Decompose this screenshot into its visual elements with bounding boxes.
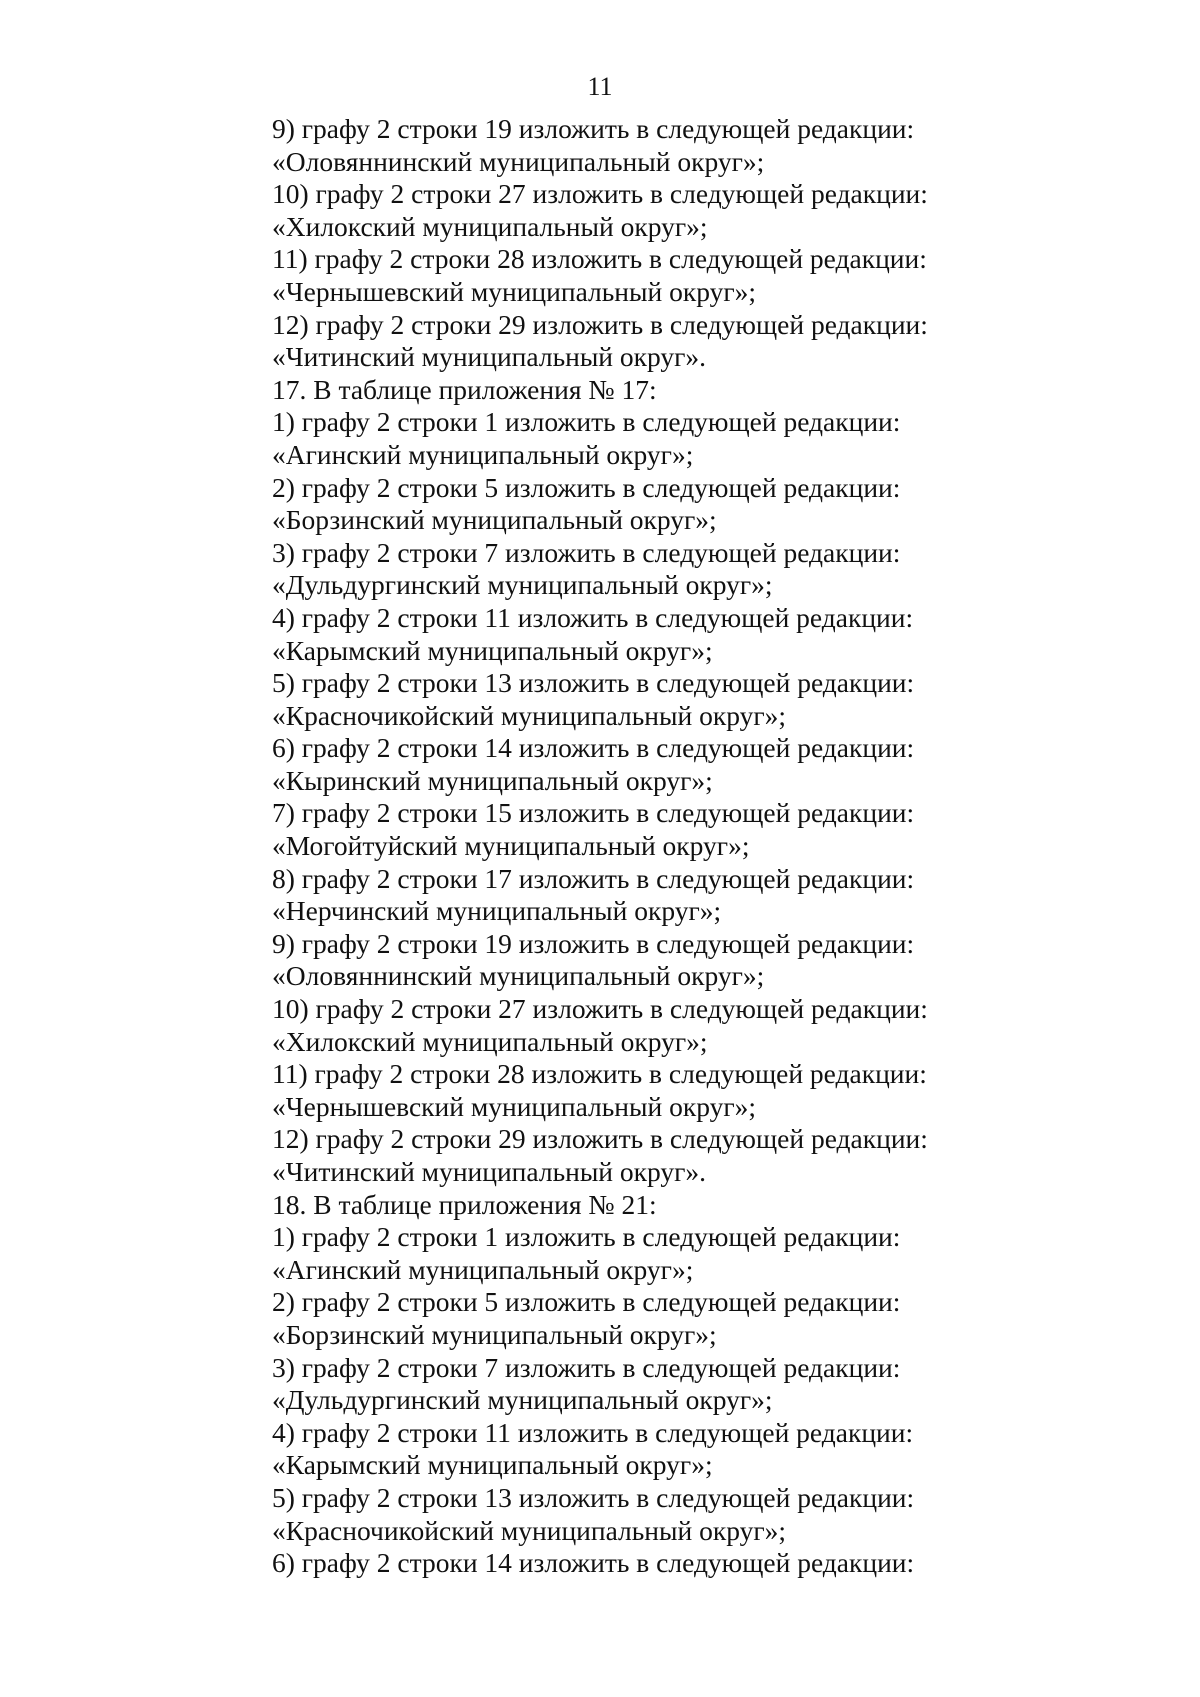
text-line: 1) графу 2 строки 1 изложить в следующей редакции:: [272, 406, 901, 438]
text-line: 11) графу 2 строки 28 изложить в следующей редакции:: [272, 1058, 927, 1090]
text-line: 4) графу 2 строки 11 изложить в следующей редакции:: [272, 601, 914, 633]
text-line: 10) графу 2 строки 27 изложить в следующей редакции:: [272, 993, 928, 1025]
text-line: «Карымский муниципальный округ»;: [272, 634, 713, 666]
page-number: 11: [587, 72, 613, 101]
text-line: «Борзинский муниципальный округ»;: [272, 1318, 717, 1350]
text-line: 2) графу 2 строки 5 изложить в следующей редакции:: [272, 471, 901, 503]
text-line: 3) графу 2 строки 7 изложить в следующей редакции:: [272, 1351, 901, 1383]
text-line: 2) графу 2 строки 5 изложить в следующей редакции:: [272, 1286, 901, 1318]
text-line: «Хилокский муниципальный округ»;: [272, 1025, 708, 1057]
text-line: «Чернышевский муниципальный округ»;: [272, 1090, 757, 1122]
text-line: 10) графу 2 строки 27 изложить в следующей редакции:: [272, 178, 928, 210]
text-line: «Читинский муниципальный округ».: [272, 1156, 707, 1187]
text-line: 17. В таблице приложения № 17:: [272, 373, 657, 405]
text-line: 3) графу 2 строки 7 изложить в следующей редакции:: [272, 536, 901, 568]
text-line: «Дульдургинский муниципальный округ»;: [272, 1384, 773, 1416]
text-line: 9) графу 2 строки 19 изложить в следующей редакции:: [272, 113, 915, 144]
text-line: 8) графу 2 строки 17 изложить в следующей редакции:: [272, 862, 915, 894]
text-line: «Читинский муниципальный округ».: [272, 341, 707, 373]
text-line: «Хилокский муниципальный округ»;: [272, 210, 708, 242]
text-line: «Нерчинский муниципальный округ»;: [272, 895, 722, 927]
text-line: 4) графу 2 строки 11 изложить в следующей редакции:: [272, 1416, 914, 1448]
document-body: [272, 113, 992, 1580]
text-line: «Красночикойский муниципальный округ»;: [272, 1514, 787, 1546]
text-line: «Агинский муниципальный округ»;: [272, 1253, 694, 1285]
text-line: «Кыринский муниципальный округ»;: [272, 764, 713, 796]
text-line: 11) графу 2 строки 28 изложить в следующей редакции:: [272, 243, 927, 275]
text-line: «Борзинский муниципальный округ»;: [272, 504, 717, 536]
text-line: 12) графу 2 строки 29 изложить в следующей редакции:: [272, 1123, 928, 1155]
text-line: 6) графу 2 строки 14 изложить в следующей редакции:: [272, 732, 915, 764]
text-line: 1) графу 2 строки 1 изложить в следующей редакции:: [272, 1221, 901, 1253]
text-line: 18. В таблице приложения № 21:: [272, 1188, 657, 1220]
text-line: 5) графу 2 строки 13 изложить в следующей редакции:: [272, 1481, 915, 1513]
text-line: 9) графу 2 строки 19 изложить в следующей редакции:: [272, 927, 915, 959]
text-line: «Агинский муниципальный округ»;: [272, 438, 694, 470]
text-line: «Оловяннинский муниципальный округ»;: [272, 960, 765, 992]
text-line: «Чернышевский муниципальный округ»;: [272, 275, 757, 307]
text-line: «Могойтуйский муниципальный округ»;: [272, 830, 750, 862]
text-line: 5) графу 2 строки 13 изложить в следующей редакции:: [272, 667, 915, 699]
text-line: «Красночикойский муниципальный округ»;: [272, 699, 787, 731]
text-line: 6) графу 2 строки 14 изложить в следующей редакции:: [272, 1547, 915, 1579]
text-line: «Карымский муниципальный округ»;: [272, 1449, 713, 1481]
text-line: 12) графу 2 строки 29 изложить в следующей редакции:: [272, 308, 928, 340]
text-line: «Дульдургинский муниципальный округ»;: [272, 569, 773, 601]
text-line: 7) графу 2 строки 15 изложить в следующей редакции:: [272, 797, 915, 829]
text-line: «Оловяннинский муниципальный округ»;: [272, 145, 765, 177]
